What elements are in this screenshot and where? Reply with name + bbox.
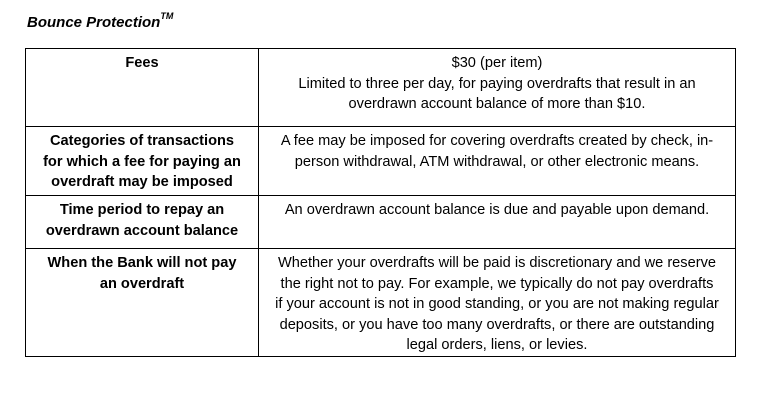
table-row-categories [26,127,736,196]
fees-label-cell [26,49,259,127]
categories-label-line: Categories of transactions [49,133,235,149]
trademark-symbol: TM [160,11,174,21]
categories-value-line: A fee may be imposed for covering overdrafts created by check, in- [280,133,714,149]
categories-value-cell [259,127,736,196]
document-title [27,11,174,32]
categories-value-line: person withdrawal, ATM withdrawal, or other electronic means. [294,153,700,170]
will-not-pay-value-line: deposits, or you have too many overdrafts, or there are outstanding [279,316,715,333]
time-period-value-cell [259,196,736,249]
will-not-pay-value-line: if your account is not in good standing, or you are not making regular [275,296,719,312]
categories-label-line: for which a fee for paying an [43,153,241,170]
time-period-value-line: An overdrawn account balance is due and payable upon demand. [284,202,710,218]
time-period-label-line: Time period to repay an [59,202,225,218]
will-not-pay-value-line: legal orders, liens, or levies. [406,337,588,353]
fees-value-line: $30 (per item) [451,55,543,71]
will-not-pay-value-cell [259,249,736,357]
will-not-pay-value-line: Whether your overdrafts will be paid is discretionary and we reserve [277,255,716,271]
fees-value-line: Limited to three per day, for paying overdrafts that result in an [298,75,696,92]
fees-label: Fees [125,55,159,71]
will-not-pay-label-line: an overdraft [99,275,185,292]
fees-value-cell [259,49,736,127]
table-row-will-not-pay [26,249,736,357]
table-row-time-period [26,196,736,249]
fees-value-line: overdrawn account balance of more than $10. [348,96,646,112]
time-period-label-cell [26,196,259,249]
table-row-fees [26,49,736,127]
will-not-pay-label-line: When the Bank will not pay [47,255,237,271]
fee-disclosure-table [25,48,736,357]
will-not-pay-value-line: the right not to pay. For example, we typically do not pay overdrafts [280,275,714,292]
categories-label-cell [26,127,259,196]
time-period-label-line: overdrawn account balance [45,222,239,239]
will-not-pay-label-cell [26,249,259,357]
categories-label-line: overdraft may be imposed [51,174,233,190]
document-title-text: Bounce Protection [27,14,161,31]
